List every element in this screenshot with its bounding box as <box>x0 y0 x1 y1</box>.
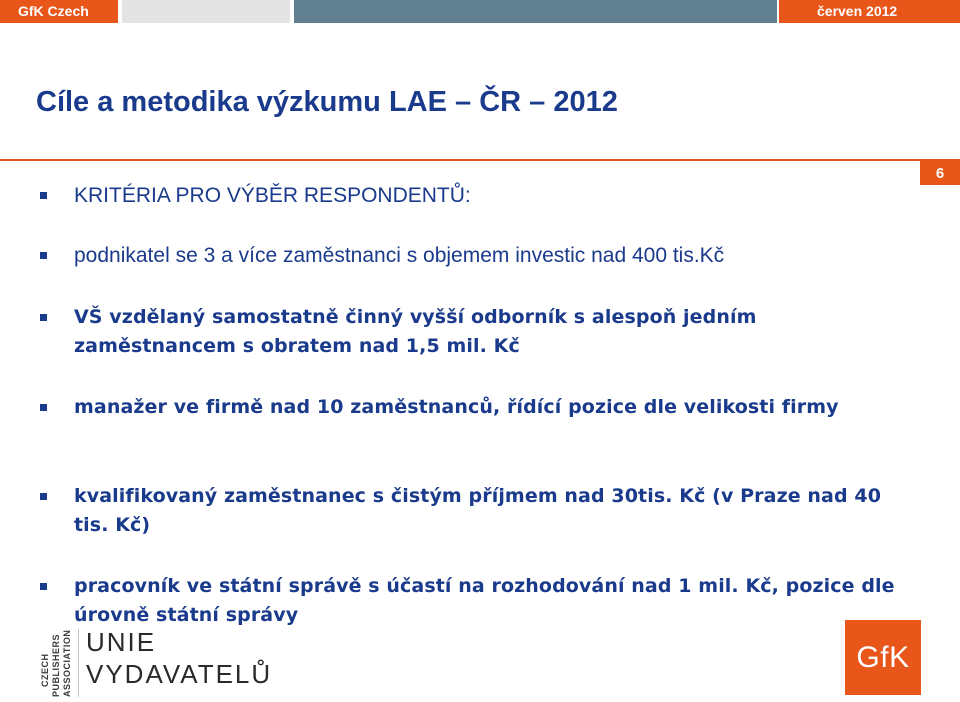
unie-logo-small-text <box>38 627 74 699</box>
unie-logo-line2: VYDAVATELŮ <box>86 659 273 689</box>
bullet-item-entrepreneur <box>36 241 916 270</box>
bullet-text: manažer ve firmě nad 10 zaměstnanců, řídící pozice dle velikosti firmy <box>74 396 839 418</box>
bullet-marker-icon <box>40 493 47 500</box>
gfk-logo-text: GfK <box>856 640 910 674</box>
page-title: Cíle a metodika výzkumu LAE – ČR – 2012 <box>36 86 618 118</box>
bullet-marker-icon <box>40 583 47 590</box>
bullet-marker-icon <box>40 314 47 321</box>
gfk-logo <box>845 620 921 695</box>
bullet-item-manager <box>36 393 916 422</box>
unie-logo-line1: UNIE <box>86 627 157 657</box>
unie-small-line: CZECH <box>40 653 50 687</box>
bullet-marker-icon <box>40 192 47 199</box>
date-label: červen 2012 <box>817 3 898 19</box>
bullet-text: pracovník ve státní správě s účastí na rozhodování nad 1 mil. Kč, pozice dle úrovně státní správy <box>74 575 895 626</box>
bullet-item-employee <box>36 482 916 540</box>
bullet-item-professional <box>36 303 916 361</box>
unie-vydavatelu-logo <box>38 627 304 699</box>
bullet-text: KRITÉRIA PRO VÝBĚR RESPONDENTŮ: <box>74 184 471 207</box>
unie-small-line: ASSOCIATION <box>62 629 72 697</box>
bullet-marker-icon <box>40 404 47 411</box>
bullet-text: kvalifikovaný zaměstnanec s čistým příjmem nad 30tis. Kč (v Praze nad 40 tis. Kč) <box>74 485 882 536</box>
brand-label: GfK Czech <box>18 3 89 19</box>
bullet-item-criteria <box>36 181 916 210</box>
bullet-item-civil-servant <box>36 572 916 630</box>
bullet-text: VŠ vzdělaný samostatně činný vyšší odborník s alespoň jedním zaměstnancem s obratem nad 1,5 mil. Kč <box>74 306 757 357</box>
bullet-text: podnikatel se 3 a více zaměstnanci s objemem investic nad 400 tis.Kč <box>74 244 725 267</box>
page-number-label: 6 <box>935 164 945 182</box>
unie-small-line: PUBLISHERS <box>51 633 61 697</box>
bullet-marker-icon <box>40 252 47 259</box>
